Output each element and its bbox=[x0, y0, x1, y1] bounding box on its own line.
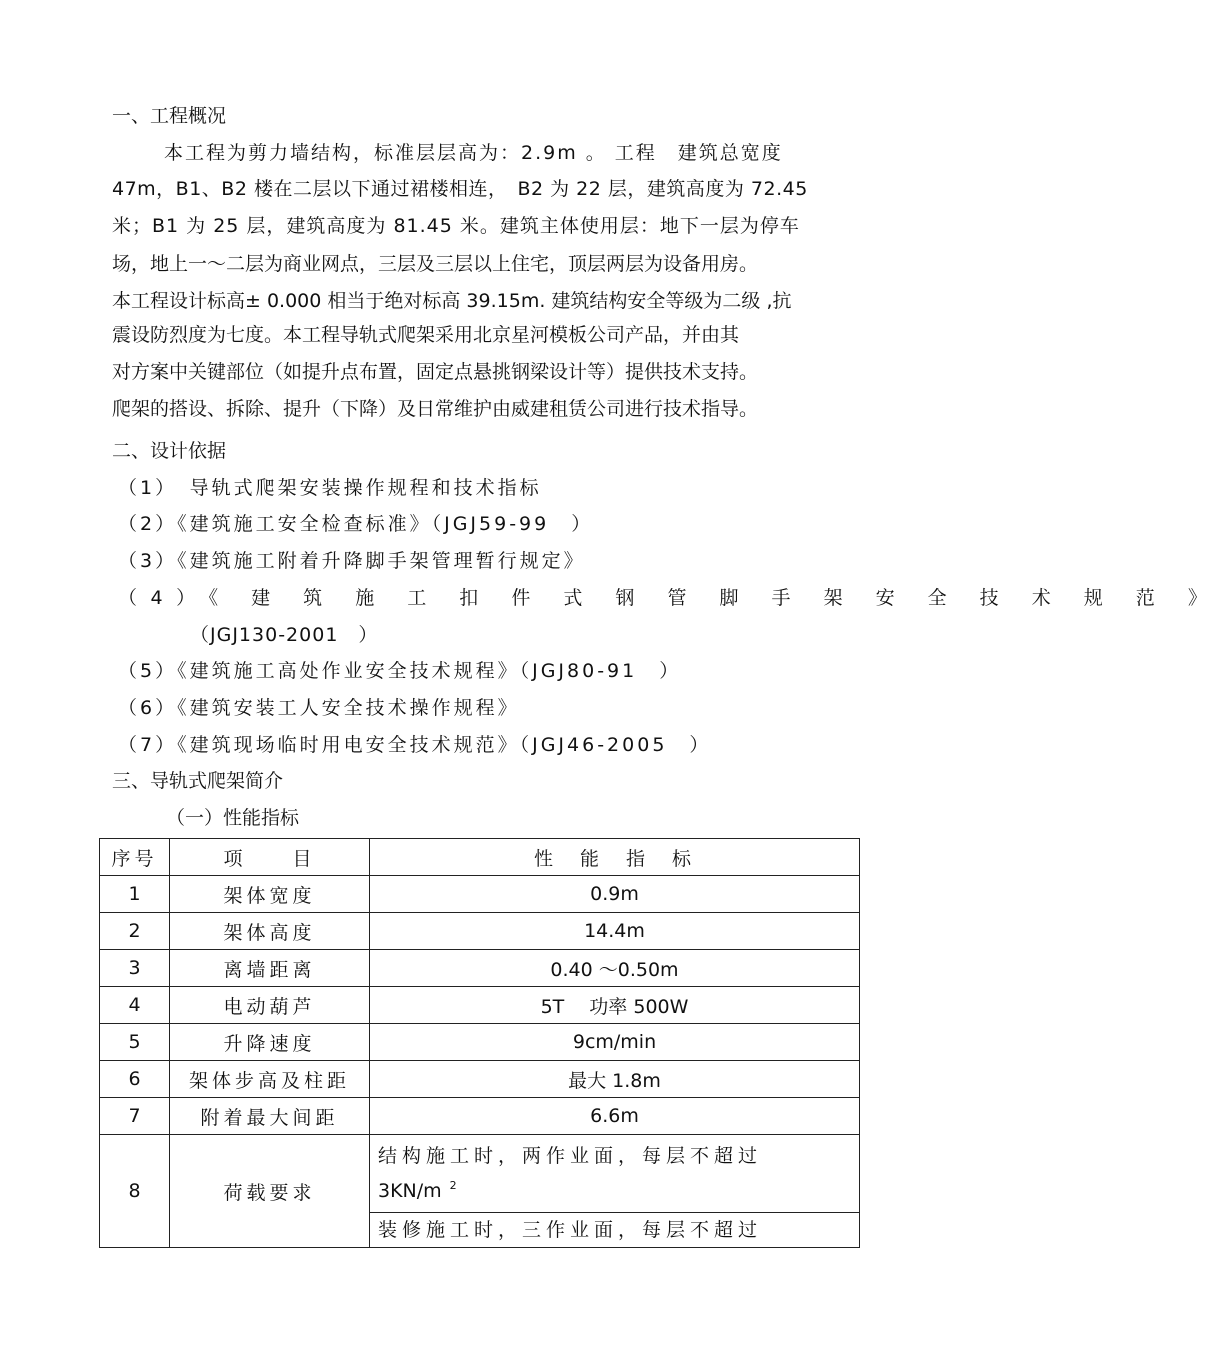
cell-number: 4 bbox=[100, 987, 170, 1024]
reference-item: （5）《建筑施工高处作业安全技术规程》（JGJ80-91 ） bbox=[118, 660, 682, 682]
cell-number: 2 bbox=[100, 913, 170, 950]
cell-value: 5T 功率 500W bbox=[370, 987, 860, 1024]
header-cell-item: 项 目 bbox=[170, 839, 370, 876]
paragraph-line: 本工程设计标高± 0.000 相当于绝对标高 39.15m. 建筑结构安全等级为二级 ,抗 bbox=[112, 290, 792, 312]
cell-number: 6 bbox=[100, 1061, 170, 1098]
cell-value: 14.4m bbox=[370, 913, 860, 950]
table-row bbox=[100, 1024, 860, 1061]
cell-value: 9cm/min bbox=[370, 1024, 860, 1061]
cell-item: 架体宽度 bbox=[170, 876, 370, 913]
cell-item: 架体高度 bbox=[170, 913, 370, 950]
paragraph-line: 震设防烈度为七度。本工程导轨式爬架采用北京星河模板公司产品，并由其 bbox=[112, 324, 740, 346]
cell-value: 0.40 ～0.50m bbox=[370, 950, 860, 987]
reference-item: （2）《建筑施工安全检查标准》（JGJ59-99 ） bbox=[118, 513, 594, 535]
cell-value: 0.9m bbox=[370, 876, 860, 913]
header-cell-spec: 性 能 指 标 bbox=[370, 839, 860, 876]
paragraph-line: 爬架的搭设、拆除、提升（下降）及日常维护由威建租赁公司进行技术指导。 bbox=[112, 398, 759, 420]
reference-item: （6）《建筑安装工人安全技术操作规程》 bbox=[118, 697, 520, 719]
performance-table bbox=[99, 838, 860, 1248]
table-row bbox=[100, 987, 860, 1024]
reference-item: （7）《建筑现场临时用电安全技术规范》（JGJ46-2005 ） bbox=[118, 734, 712, 756]
cell-item: 离墙距离 bbox=[170, 950, 370, 987]
load-unit: 3KN/m bbox=[378, 1180, 442, 1202]
cell-item: 附着最大间距 bbox=[170, 1098, 370, 1135]
cell-number: 1 bbox=[100, 876, 170, 913]
cell-value-structure-load bbox=[370, 1135, 860, 1213]
table-row bbox=[100, 1098, 860, 1135]
paragraph-line: 对方案中关键部位（如提升点布置，固定点悬挑钢梁设计等）提供技术支持。 bbox=[112, 361, 759, 383]
cell-number: 8 bbox=[100, 1135, 170, 1248]
cell-item: 升降速度 bbox=[170, 1024, 370, 1061]
cell-number: 7 bbox=[100, 1098, 170, 1135]
cell-item: 架体步高及柱距 bbox=[170, 1061, 370, 1098]
reference-item-continued: （JGJ130-2001 ） bbox=[190, 624, 379, 646]
cell-number: 5 bbox=[100, 1024, 170, 1061]
table-row bbox=[100, 1061, 860, 1098]
table-row bbox=[100, 950, 860, 987]
reference-item: （1） 导轨式爬架安装操作规程和技术指标 bbox=[118, 477, 542, 499]
paragraph-line: 场，地上一～二层为商业网点，三层及三层以上住宅，顶层两层为设备用房。 bbox=[112, 253, 759, 275]
table-row bbox=[100, 913, 860, 950]
table-header-row bbox=[100, 839, 860, 876]
reference-item: （4）《 建 筑 施 工 扣 件 式 钢 管 脚 手 架 安 全 技 术 规 范 》 bbox=[118, 587, 1220, 609]
section-heading-basis: 二、设计依据 bbox=[112, 440, 227, 462]
cell-value-decoration-load: 装修施工时，三作业面，每层不超过 bbox=[370, 1213, 860, 1248]
paragraph-line: 47m，B1、B2 楼在二层以下通过裙楼相连， B2 为 22 层，建筑高度为 72.45 bbox=[112, 178, 808, 200]
paragraph-line: 米；B1 为 25 层，建筑高度为 81.45 米。建筑主体使用层：地下一层为停车 bbox=[112, 215, 800, 237]
section-heading-intro: 三、导轨式爬架简介 bbox=[112, 770, 284, 792]
section-heading-overview: 一、工程概况 bbox=[112, 105, 227, 127]
load-unit-exponent: 2 bbox=[449, 1179, 457, 1192]
cell-value: 最大 1.8m bbox=[370, 1061, 860, 1098]
table-row bbox=[100, 876, 860, 913]
table-row-load bbox=[100, 1135, 860, 1213]
load-text-line bbox=[378, 1171, 851, 1206]
cell-number: 3 bbox=[100, 950, 170, 987]
cell-item: 电动葫芦 bbox=[170, 987, 370, 1024]
paragraph-line: 本工程为剪力墙结构，标准层层高为：2.9m 。 工程 建筑总宽度 bbox=[164, 142, 783, 164]
reference-item: （3）《建筑施工附着升降脚手架管理暂行规定》 bbox=[118, 550, 586, 572]
cell-value: 6.6m bbox=[370, 1098, 860, 1135]
cell-item: 荷载要求 bbox=[170, 1135, 370, 1248]
header-cell-number: 序号 bbox=[100, 839, 170, 876]
subsection-heading: （一）性能指标 bbox=[166, 807, 300, 829]
load-text-line: 结构施工时，两作业面，每层不超过 bbox=[378, 1145, 763, 1167]
